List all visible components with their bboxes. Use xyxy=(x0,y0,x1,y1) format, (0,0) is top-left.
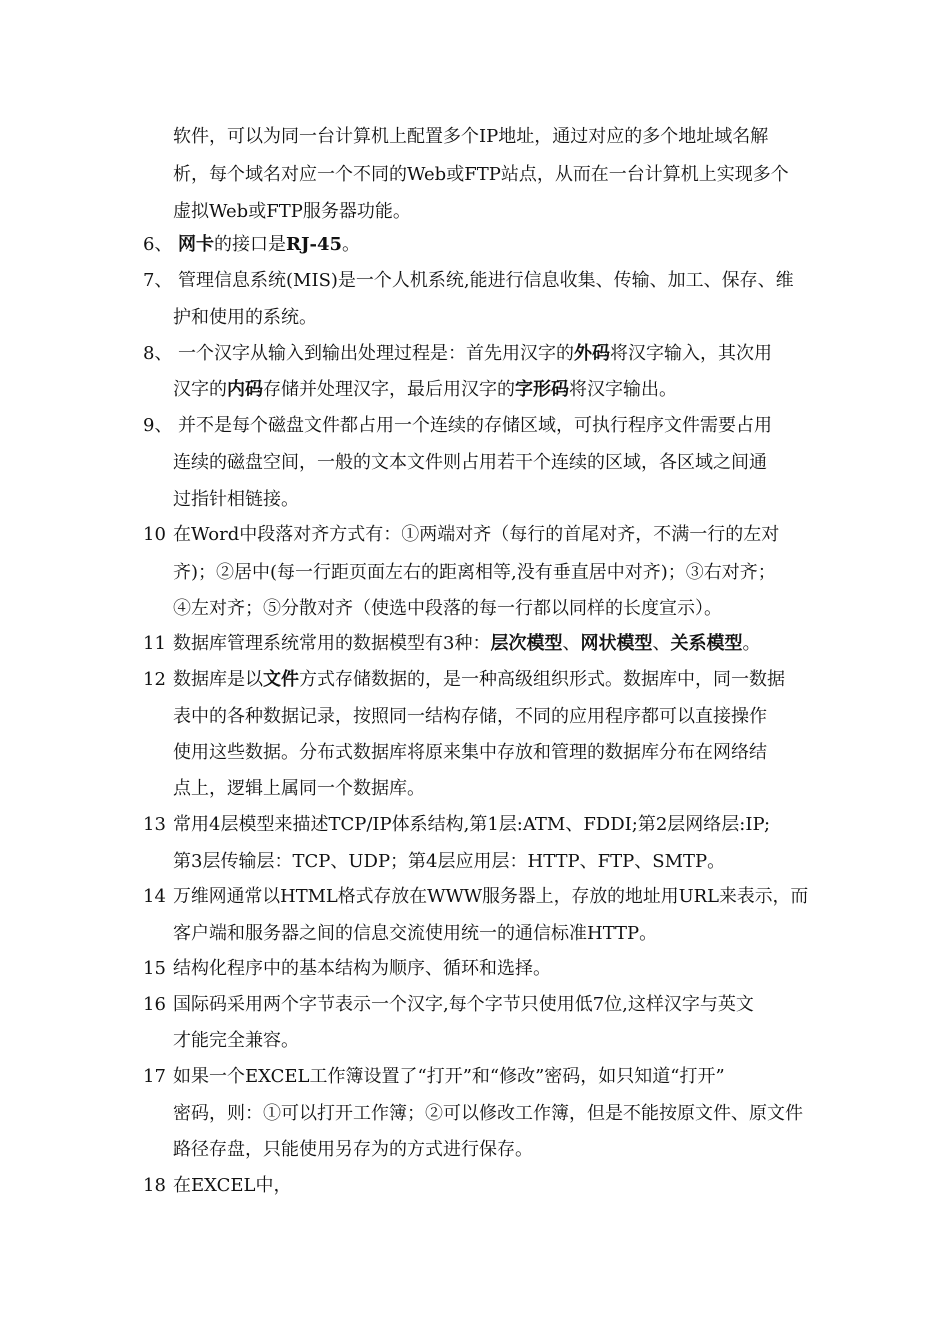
text-line: 如果一个EXCEL工作簿设置了“打开”和“修改”密码，如只知道“打开” xyxy=(173,1066,725,1087)
item-number: 13 xyxy=(143,814,166,835)
item-number: 7、 xyxy=(143,270,173,291)
text-line: 软件，可以为同一台计算机上配置多个IP地址，通过对应的多个地址域名解 xyxy=(173,126,769,147)
item-number: 17 xyxy=(143,1066,166,1087)
item-number: 14 xyxy=(143,886,166,907)
text-line: 万维网通常以HTML格式存放在WWW服务器上，存放的地址用URL来表示，而 xyxy=(173,886,809,907)
text-line: 并不是每个磁盘文件都占用一个连续的存储区域，可执行程序文件需要占用 xyxy=(178,415,772,436)
text-line: 数据库是以文件方式存储数据的，是一种高级组织形式。数据库中，同一数据 xyxy=(173,669,785,690)
item-number: 8、 xyxy=(143,343,173,364)
text-line: 路径存盘，只能使用另存为的方式进行保存。 xyxy=(173,1139,533,1160)
text-line: 使用这些数据。分布式数据库将原来集中存放和管理的数据库分布在网络结 xyxy=(173,742,767,763)
text-line: 才能完全兼容。 xyxy=(173,1030,299,1051)
text-line: 客户端和服务器之间的信息交流使用统一的通信标准HTTP。 xyxy=(173,923,658,944)
text-line: 在EXCEL中， xyxy=(173,1175,292,1196)
text-line: 表中的各种数据记录，按照同一结构存储，不同的应用程序都可以直接操作 xyxy=(173,706,767,727)
text-line: 汉字的内码存储并处理汉字，最后用汉字的字形码将汉字输出。 xyxy=(173,379,677,400)
text-line: 国际码采用两个字节表示一个汉字,每个字节只使用低7位,这样汉字与英文 xyxy=(173,994,754,1015)
item-number: 16 xyxy=(143,994,166,1015)
text-line: 过指针相链接。 xyxy=(173,489,299,510)
item-number: 15 xyxy=(143,958,166,979)
text-line: 护和使用的系统。 xyxy=(173,307,317,328)
text-line: 齐)；②居中(每一行距页面左右的距离相等,没有垂直居中对齐)；③右对齐； xyxy=(173,562,776,583)
text-line: 密码，则：①可以打开工作簿；②可以修改工作簿，但是不能按原文件、原文件 xyxy=(173,1103,803,1124)
item-number: 6、 xyxy=(143,234,173,255)
text-line: 网卡的接口是RJ-45。 xyxy=(178,234,360,255)
text-line: 连续的磁盘空间，一般的文本文件则占用若干个连续的区域，各区域之间通 xyxy=(173,452,767,473)
text-line: 数据库管理系统常用的数据模型有3种：层次模型、网状模型、关系模型。 xyxy=(173,633,761,654)
item-number: 10 xyxy=(143,524,166,545)
text-line: 第3层传输层：TCP、UDP；第4层应用层：HTTP、FTP、SMTP。 xyxy=(173,851,726,872)
text-line: 虚拟Web或FTP服务器功能。 xyxy=(173,201,411,222)
text-line: 在Word中段落对齐方式有：①两端对齐（每行的首尾对齐，不满一行的左对 xyxy=(173,524,780,545)
text-line: 一个汉字从输入到输出处理过程是：首先用汉字的外码将汉字输入，其次用 xyxy=(178,343,772,364)
text-line: ④左对齐；⑤分散对齐（使选中段落的每一行都以同样的长度宣示）。 xyxy=(173,598,722,619)
item-number: 11 xyxy=(143,633,166,654)
text-line: 结构化程序中的基本结构为顺序、循环和选择。 xyxy=(173,958,551,979)
item-number: 9、 xyxy=(143,415,173,436)
text-line: 点上，逻辑上属同一个数据库。 xyxy=(173,778,425,799)
item-number: 18 xyxy=(143,1175,166,1196)
text-line: 常用4层模型来描述TCP/IP体系结构,第1层:ATM、FDDI;第2层网络层:IP; xyxy=(173,814,771,835)
text-line: 析，每个域名对应一个不同的Web或FTP站点，从而在一台计算机上实现多个 xyxy=(173,164,789,185)
text-line: 管理信息系统(MIS)是一个人机系统,能进行信息收集、传输、加工、保存、维 xyxy=(178,270,794,291)
item-number: 12 xyxy=(143,669,166,690)
